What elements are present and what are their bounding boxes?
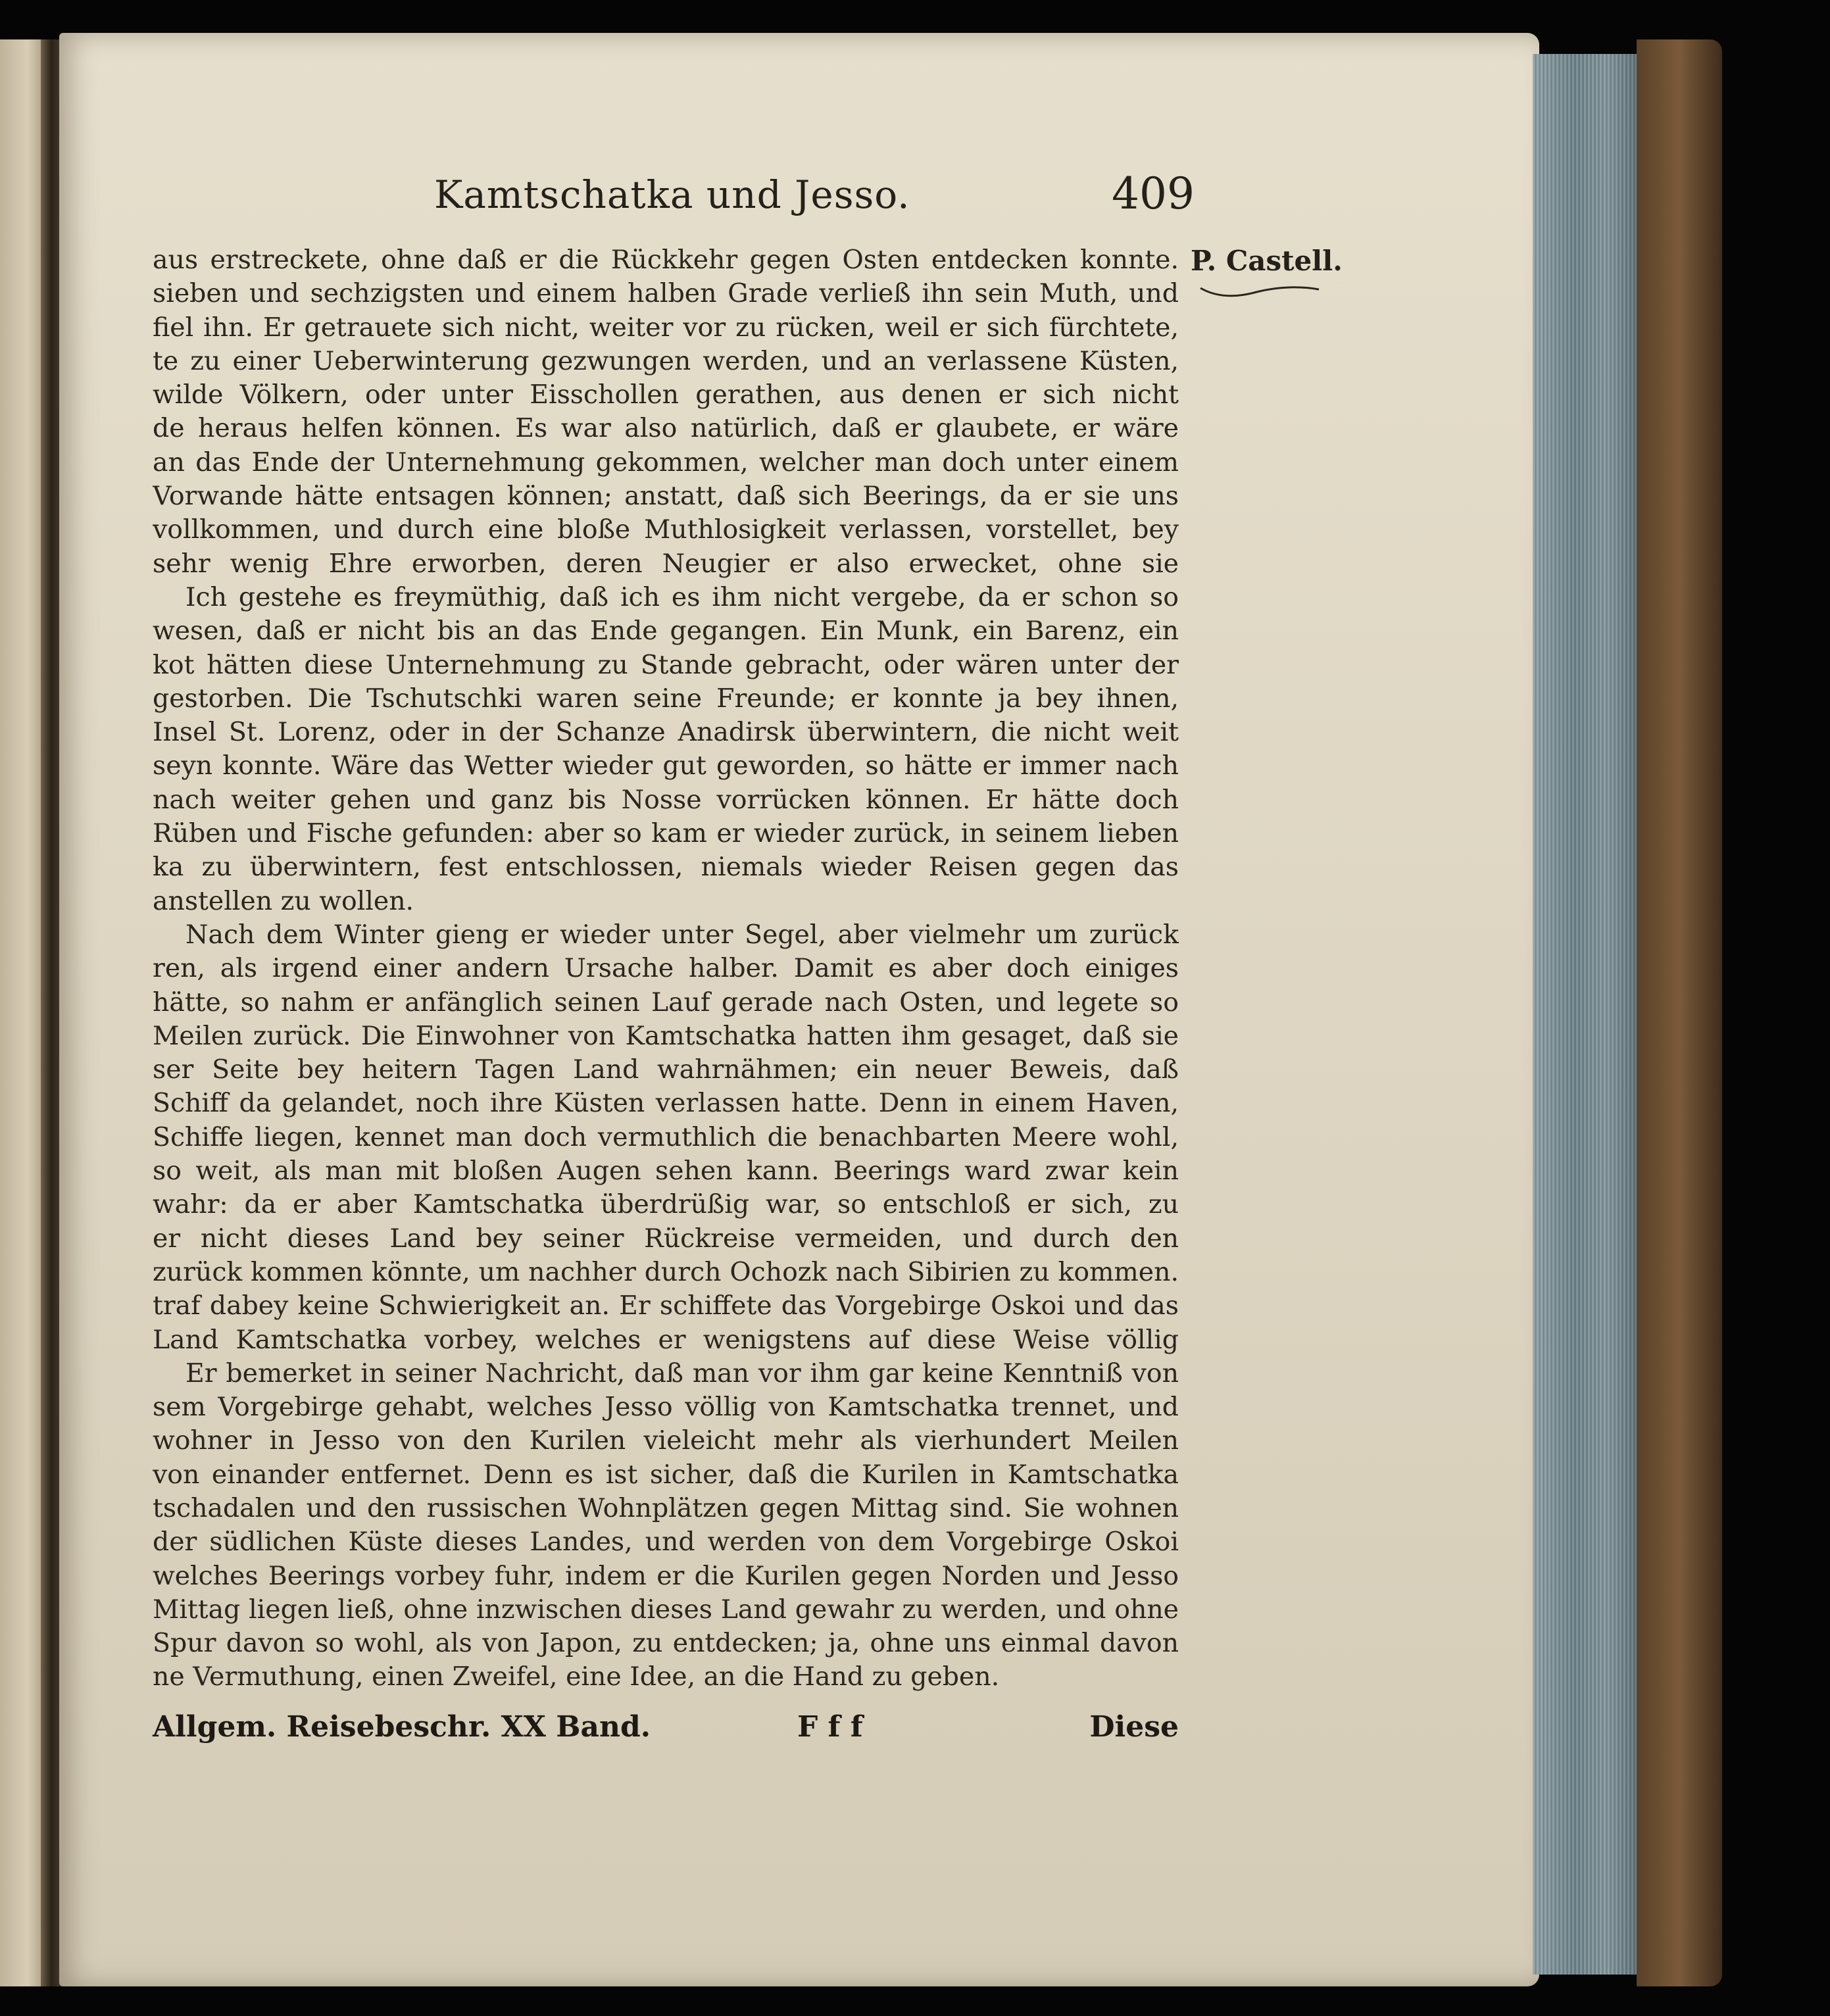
text-line: sieben und sechzigsten und einem halben Grade verließ ihn sein Muth, und — [153, 278, 1179, 309]
text-line: Land Kamtschatka vorbey, welches er wenigstens auf diese Weise völlig — [153, 1324, 1179, 1355]
footer-volume-title: Allgem. Reisebeschr. XX Band. — [153, 1710, 651, 1744]
text-line: Mittag liegen ließ, ohne inzwischen dieses Land gewahr zu werden, und ohne — [153, 1594, 1179, 1625]
text-line: traf dabey keine Schwierigkeit an. Er schiffete das Vorgebirge Oskoi und das — [153, 1291, 1179, 1321]
text-line: von einander entfernet. Denn es ist sicher, daß die Kurilen in Kamtschatka — [153, 1459, 1179, 1490]
body-text — [153, 243, 1179, 1694]
text-line: wesen, daß er nicht bis an das Ende gegangen. Ein Munk, ein Barenz, ein — [153, 616, 1179, 647]
text-line: ren, als irgend einer andern Ursache halber. Damit es aber doch einiges — [153, 953, 1179, 984]
text-line: nach weiter gehen und ganz bis Nosse vorrücken können. Er hätte doch — [153, 784, 1179, 815]
margin-note: P. Castell. — [1191, 245, 1343, 277]
text-line: Insel St. Lorenz, oder in der Schanze Anadirsk überwintern, die nicht weit — [153, 717, 1179, 748]
text-line: Schiffe liegen, kennet man doch vermuthlich die benachbarten Meere wohl, — [153, 1121, 1179, 1152]
text-line: vollkommen, und durch eine bloße Muthlosigkeit verlassen, vorstellet, bey — [153, 514, 1179, 545]
text-line: seyn konnte. Wäre das Wetter wieder gut geworden, so hätte er immer nach — [153, 750, 1179, 781]
text-line: Er bemerket in seiner Nachricht, daß man vor ihm gar keine Kenntniß von — [185, 1358, 1179, 1389]
text-line: wohner in Jesso von den Kurilen vieleicht mehr als vierhundert Meilen — [153, 1425, 1179, 1456]
text-line: wilde Völkern, oder unter Eisschollen gerathen, aus denen er sich nicht — [153, 380, 1179, 410]
text-line: an das Ende der Unternehmung gekommen, welcher man doch unter einem — [153, 447, 1179, 478]
footer-signature-mark: F f f — [797, 1710, 863, 1744]
text-line: welches Beerings vorbey fuhr, indem er die Kurilen gegen Norden und Jesso — [153, 1560, 1179, 1591]
text-line: ne Vermuthung, einen Zweifel, eine Idee, an die Hand zu geben. — [153, 1661, 1000, 1692]
text-line: zurück kommen könnte, um nachher durch Ochozk nach Sibirien zu kommen. — [153, 1256, 1179, 1287]
text-line: wahr: da er aber Kamtschatka überdrüßig war, so entschloß er sich, zu — [153, 1189, 1179, 1220]
text-line: Rüben und Fische gefunden: aber so kam er wieder zurück, in seinem lieben — [153, 818, 1179, 849]
text-line: der südlichen Küste dieses Landes, und werden von dem Vorgebirge Oskoi — [153, 1527, 1179, 1558]
text-line: fiel ihn. Er getrauete sich nicht, weiter vor zu rücken, weil er sich fürchtete, — [153, 312, 1179, 343]
text-line: te zu einer Ueberwinterung gezwungen werden, und an verlassene Küsten, — [153, 345, 1179, 376]
text-line: sehr wenig Ehre erworben, deren Neugier er also erwecket, ohne sie — [153, 548, 1179, 579]
text-line: Schiff da gelandet, noch ihre Küsten verlassen hatte. Denn in einem Haven, — [153, 1088, 1179, 1119]
footer-catchword: Diese — [1089, 1710, 1179, 1744]
text-line: ser Seite bey heitern Tagen Land wahrnähmen; ein neuer Beweis, daß — [153, 1054, 1179, 1085]
text-line: hätte, so nahm er anfänglich seinen Lauf gerade nach Osten, und legete so — [153, 987, 1179, 1018]
running-head-title: Kamtschatka und Jesso. — [434, 172, 910, 217]
text-line: ka zu überwintern, fest entschlossen, niemals wieder Reisen gegen das — [153, 852, 1179, 883]
text-line: anstellen zu wollen. — [153, 885, 414, 916]
page-block-edge — [1533, 54, 1638, 1975]
text-line: kot hätten diese Unternehmung zu Stande gebracht, oder wären unter der — [153, 649, 1179, 680]
book-cover-edge — [1637, 39, 1722, 1986]
text-line: Ich gestehe es freymüthig, daß ich es ihm nicht vergebe, da er schon so — [185, 581, 1179, 612]
page-number: 409 — [1112, 168, 1195, 219]
running-head — [434, 168, 1224, 225]
text-line: de heraus helfen können. Es war also natürlich, daß er glaubete, er wäre — [153, 413, 1179, 444]
text-line: Meilen zurück. Die Einwohner von Kamtschatka hatten ihm gesaget, daß sie — [153, 1020, 1179, 1051]
text-line: sem Vorgebirge gehabt, welches Jesso völlig von Kamtschatka trennet, und — [153, 1392, 1179, 1423]
text-line: Vorwande hätte entsagen können; anstatt, daß sich Beerings, da er sie uns — [153, 481, 1179, 512]
facing-page-edge — [0, 39, 46, 1986]
text-line: tschadalen und den russischen Wohnplätzen gegen Mittag sind. Sie wohnen — [153, 1492, 1179, 1523]
text-line: Nach dem Winter gieng er wieder unter Segel, aber vielmehr um zurück — [185, 919, 1179, 950]
text-line: gestorben. Die Tschutschki waren seine Freunde; er konnte ja bey ihnen, — [153, 683, 1179, 714]
text-line: er nicht dieses Land bey seiner Rückreise vermeiden, und durch den — [153, 1223, 1179, 1254]
text-line: Spur davon so wohl, als von Japon, zu entdecken; ja, ohne uns einmal davon — [153, 1628, 1179, 1659]
page-footer — [153, 1710, 1179, 1750]
text-line: aus erstreckete, ohne daß er die Rückkehr gegen Osten entdecken konnte. — [153, 245, 1179, 275]
margin-swash-ornament — [1197, 283, 1322, 303]
text-line: so weit, als man mit bloßen Augen sehen kann. Beerings ward zwar kein — [153, 1156, 1179, 1187]
